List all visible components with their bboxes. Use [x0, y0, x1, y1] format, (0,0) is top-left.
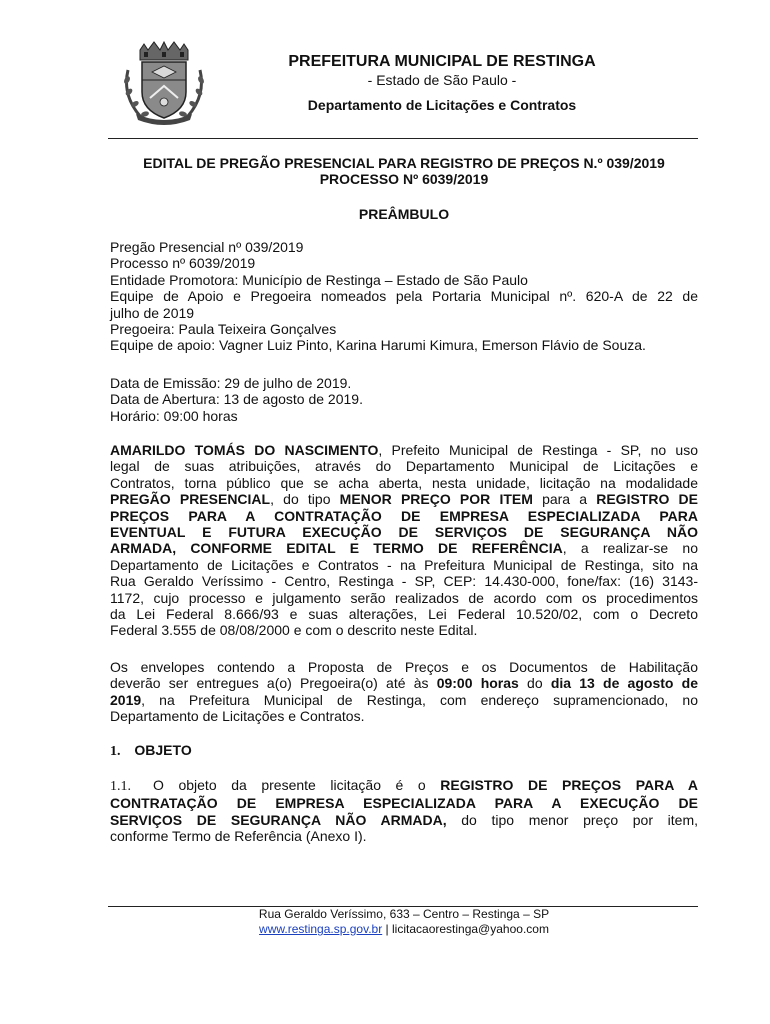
bold-text: PREÇOS PARA A CONTRATAÇÃO DE EMPRESA ESPECIALIZADA PARA	[110, 507, 698, 524]
text-span: , Prefeito Municipal de Restinga - SP, no uso	[378, 442, 698, 458]
text-span: do	[518, 675, 551, 692]
bold-text: 09:00 horas	[436, 675, 519, 692]
item-1-1	[110, 777, 698, 845]
section-number: 1.	[110, 744, 121, 759]
info-equipe-cont: julho de 2019	[110, 304, 195, 321]
bold-text: CONTRATAÇÃO DE EMPRESA ESPECIALIZADA PARA A EXECUÇÃO DE	[110, 795, 698, 812]
text-span: O objeto da presente licitação é o	[153, 777, 441, 793]
text-span: para a	[532, 491, 597, 508]
bold-text: 2019	[110, 691, 142, 708]
mayor-name: AMARILDO TOMÁS DO NASCIMENTO	[110, 442, 379, 458]
horario: Horário: 09:00 horas	[110, 407, 238, 424]
bold-text: dia 13 de agosto de	[550, 675, 698, 692]
text-span: do tipo menor preço por item,	[446, 811, 698, 828]
footer-address: Rua Geraldo Veríssimo, 633 – Centro – Restinga – SP	[258, 907, 550, 921]
data-abertura: Data de Abertura: 13 de agosto de 2019.	[110, 391, 363, 408]
text-line: Departamento de Licitações e Contratos.	[110, 708, 365, 725]
bold-text: REGISTRO DE	[596, 491, 698, 508]
preambulo-heading: PREÂMBULO	[358, 206, 450, 222]
footer	[110, 907, 698, 937]
text-span: , na Prefeitura Municipal de Restinga, com endereço supramencionado, no	[141, 691, 698, 708]
item-number: 1.1.	[110, 779, 131, 794]
state-subtitle: - Estado de São Paulo -	[367, 72, 517, 88]
info-pregoeira: Pregoeira: Paula Teixeira Gonçalves	[110, 321, 337, 338]
text-line: Departamento de Licitações e Contratos - na Prefeitura Municipal de Restinga, sito na	[110, 556, 698, 573]
text-line: Rua Geraldo Veríssimo - Centro, Restinga - SP, CEP: 14.430-000, fone/fax: (16) 3143-	[110, 573, 698, 590]
section-title: OBJETO	[134, 742, 192, 758]
section-heading-objeto	[110, 742, 698, 760]
bold-text: SERVIÇOS DE SEGURANÇA NÃO ARMADA,	[110, 811, 447, 828]
edital-title-line2: PROCESSO Nº 6039/2019	[319, 171, 489, 188]
info-processo: Processo nº 6039/2019	[110, 255, 256, 272]
bold-text: EVENTUAL E FUTURA EXECUÇÃO DE SERVIÇOS DE SEGURANÇA NÃO	[110, 524, 698, 541]
website-link[interactable]: www.restinga.sp.gov.br	[259, 922, 383, 936]
bold-text: PREGÃO PRESENCIAL	[110, 491, 271, 508]
text-span: , a realizar-se no	[562, 540, 698, 557]
bold-text: ARMADA, CONFORME EDITAL E TERMO DE REFERÊNCIA	[110, 540, 563, 557]
municipal-coat-of-arms-icon	[118, 40, 210, 126]
municipality-title: PREFEITURA MUNICIPAL DE RESTINGA	[288, 53, 596, 70]
procurement-info	[110, 239, 698, 354]
edital-title-line1: EDITAL DE PREGÃO PRESENCIAL PARA REGISTRO DE PREÇOS N.º 039/2019	[143, 155, 665, 171]
info-pregao: Pregão Presencial nº 039/2019	[110, 239, 304, 255]
dates-block	[110, 375, 698, 424]
text-span: , do tipo	[270, 491, 340, 508]
text-line: conforme Termo de Referência (Anexo I).	[110, 828, 367, 845]
info-equipe: Equipe de Apoio e Pregoeira nomeados pela Portaria Municipal nº. 620-A de 22 de	[110, 288, 698, 305]
preamble-paragraph	[110, 442, 698, 639]
footer-separator: |	[382, 922, 393, 936]
text-span: deverão ser entregues a(o) Pregoeira(o) até às	[110, 675, 437, 692]
bold-text: REGISTRO DE PREÇOS PARA A	[440, 777, 699, 793]
edital-title	[110, 155, 698, 188]
header-divider	[108, 138, 698, 139]
text-line: 1172, cujo processo e julgamento serão realizados de acordo com os procedimentos	[110, 589, 698, 606]
text-line: Federal 3.555 de 08/08/2000 e com o descrito neste Edital.	[110, 622, 478, 639]
text-line: Os envelopes contendo a Proposta de Preços e os Documentos de Habilitação	[110, 659, 698, 675]
info-entidade: Entidade Promotora: Município de Restinga – Estado de São Paulo	[110, 271, 528, 288]
text-line: da Lei Federal 8.666/93 e suas alterações, Lei Federal 10.520/02, com o Decreto	[110, 606, 698, 623]
text-line: legal de suas atribuições, através do Departamento Municipal de Licitações e	[110, 458, 698, 475]
data-emissao: Data de Emissão: 29 de julho de 2019.	[110, 375, 352, 391]
text-line: Contratos, torna público que se acha aberta, nesta unidade, licitação na modalidade	[110, 474, 698, 491]
department-name: Departamento de Licitações e Contratos	[307, 97, 577, 113]
envelopes-paragraph	[110, 659, 698, 725]
bold-text: MENOR PREÇO POR ITEM	[339, 491, 533, 508]
info-equipe-apoio: Equipe de apoio: Vagner Luiz Pinto, Karina Harumi Kimura, Emerson Flávio de Souza.	[110, 337, 646, 354]
footer-email: licitacaorestinga@yahoo.com	[392, 922, 549, 936]
